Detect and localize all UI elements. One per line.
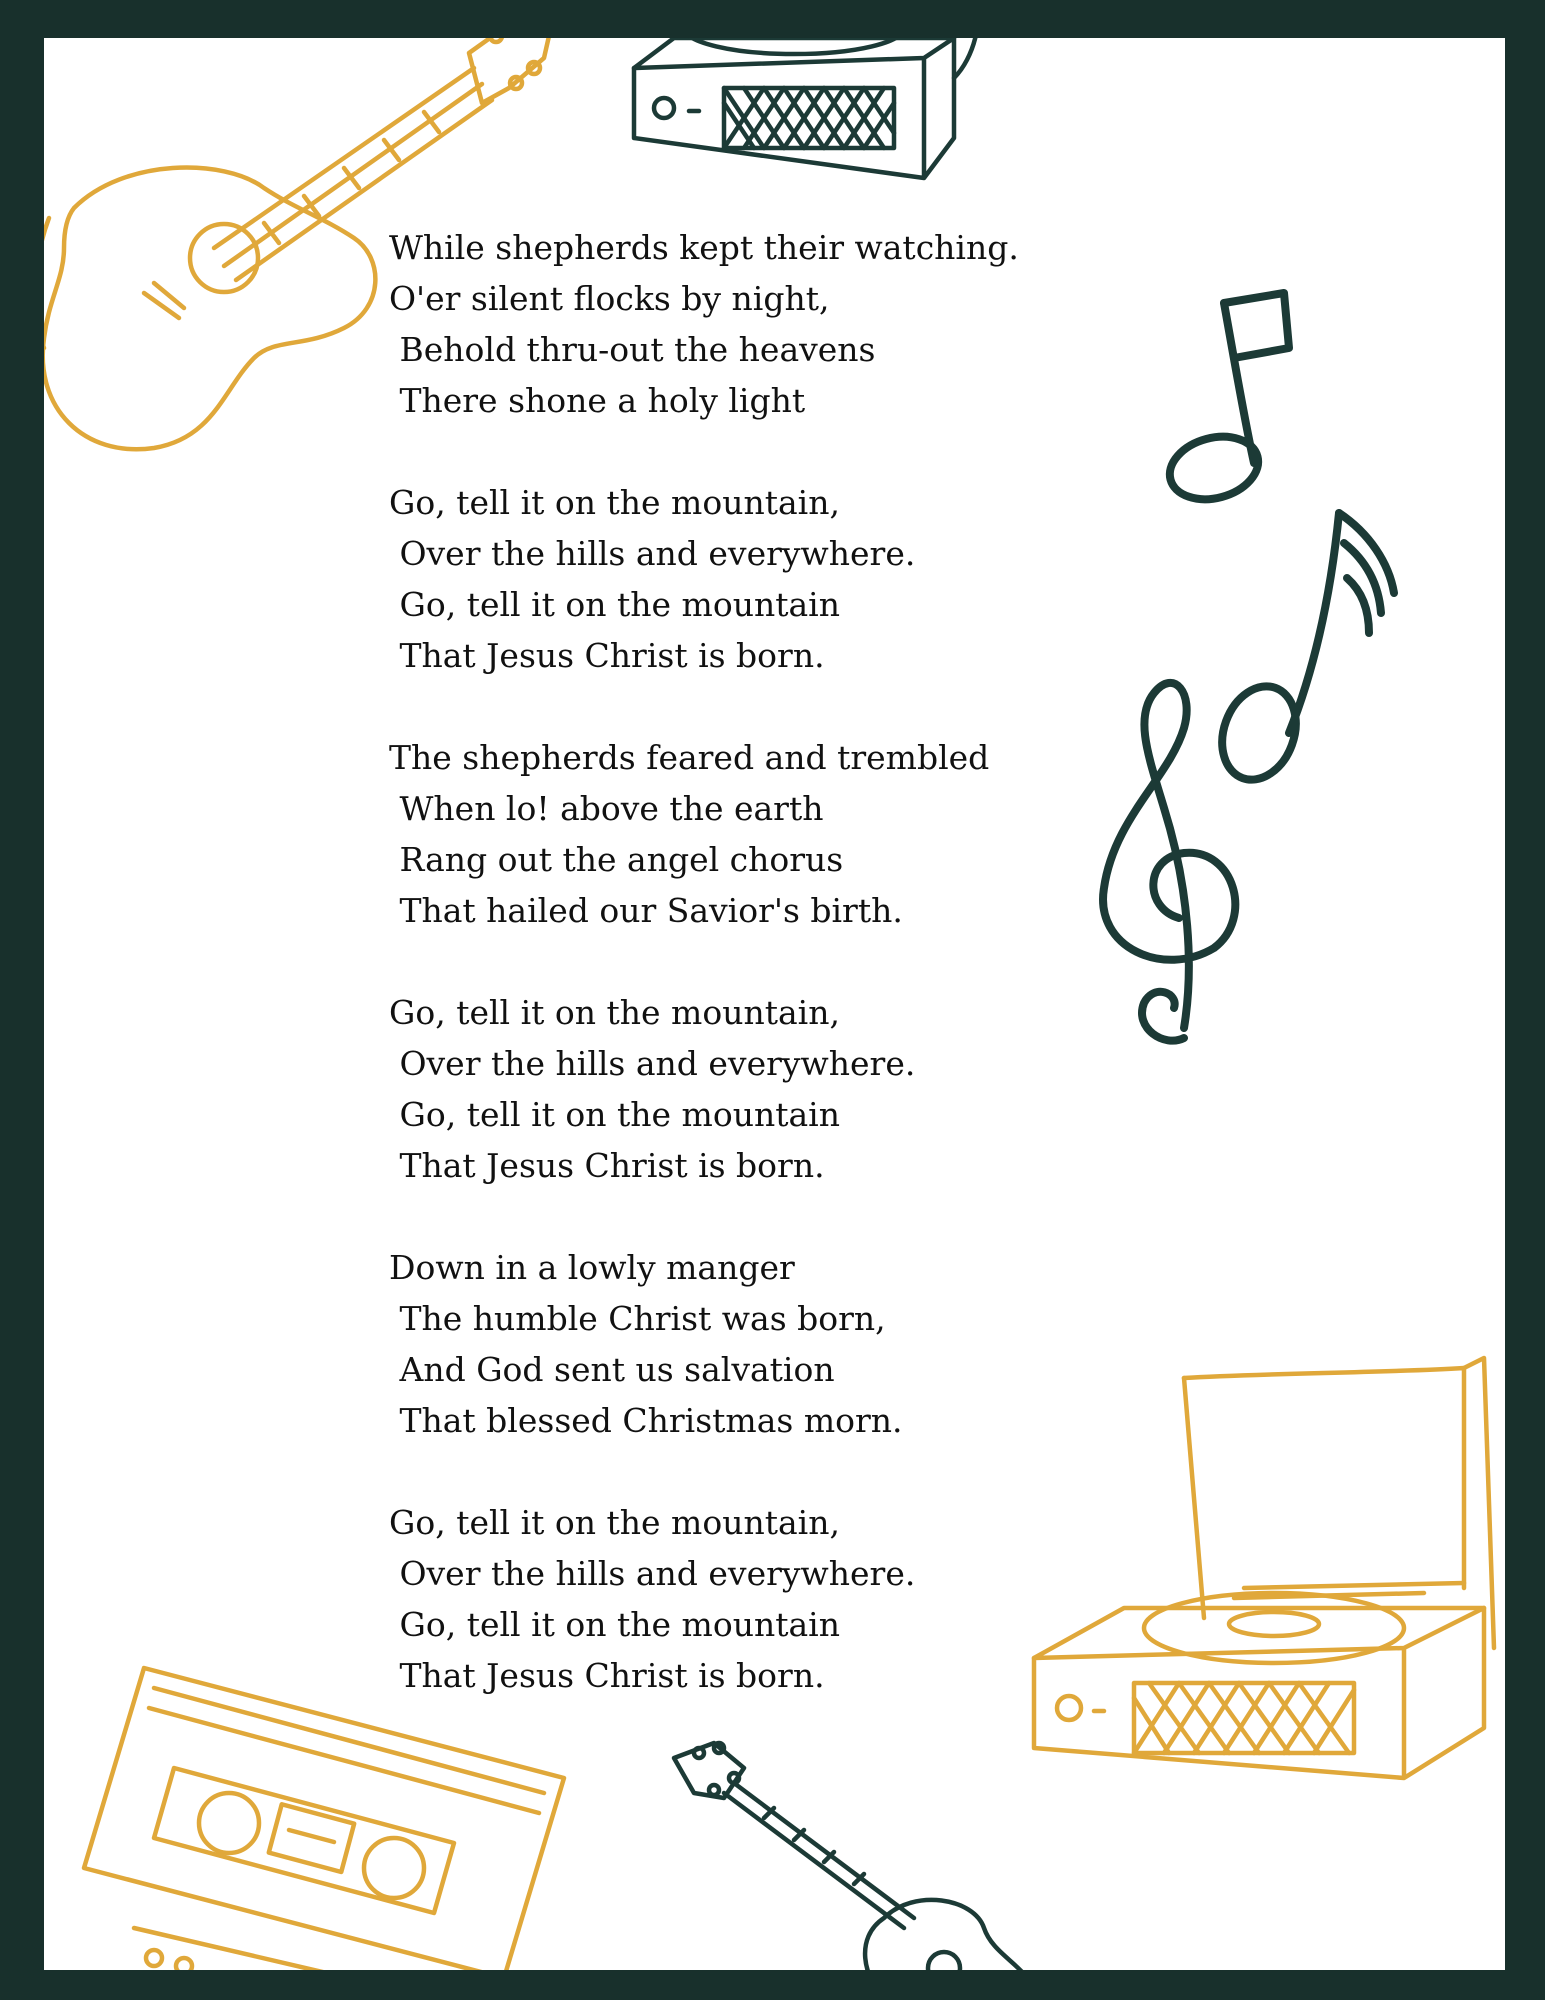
lyric-line: That Jesus Christ is born. (389, 1656, 825, 1695)
lyric-line: Go, tell it on the mountain (389, 1095, 840, 1134)
lyric-line: When lo! above the earth (389, 789, 824, 828)
lyric-line: The humble Christ was born, (389, 1299, 886, 1338)
lyric-line: And God sent us salvation (389, 1350, 835, 1389)
lyric-line: That blessed Christmas morn. (389, 1401, 903, 1440)
lyric-line: Go, tell it on the mountain (389, 1605, 840, 1644)
lyric-line: Behold thru-out the heavens (389, 330, 876, 369)
record-player-icon (594, 38, 1014, 238)
lyric-line: That Jesus Christ is born. (389, 636, 825, 675)
lyric-line: O'er silent flocks by night, (389, 279, 830, 318)
lyric-line: While shepherds kept their watching. (389, 228, 1019, 267)
lyric-line: Go, tell it on the mountain (389, 585, 840, 624)
treble-clef-icon (1074, 658, 1274, 1058)
stanza (389, 987, 1019, 1191)
lyric-line: Over the hills and everywhere. (389, 534, 916, 573)
record-player-icon (1004, 1318, 1505, 1878)
lyric-line: Rang out the angel chorus (389, 840, 844, 879)
music-note-icon (1154, 278, 1314, 518)
stanza (389, 477, 1019, 681)
stanza (389, 1242, 1019, 1446)
lyric-line: That hailed our Savior's birth. (389, 891, 903, 930)
lyric-line: There shone a holy light (389, 381, 806, 420)
stanza (389, 732, 1019, 936)
lyrics-page (44, 38, 1505, 1970)
lyric-line: Over the hills and everywhere. (389, 1554, 916, 1593)
lyric-line: The shepherds feared and trembled (389, 738, 990, 777)
lyric-line: Go, tell it on the mountain, (389, 993, 840, 1032)
lyrics-body (389, 222, 1019, 1752)
lyric-line: That Jesus Christ is born. (389, 1146, 825, 1185)
stanza (389, 222, 1019, 426)
lyric-line: Over the hills and everywhere. (389, 1044, 916, 1083)
lyric-line: Go, tell it on the mountain, (389, 1503, 840, 1542)
stanza (389, 1497, 1019, 1701)
lyric-line: Down in a lowly manger (389, 1248, 795, 1287)
lyric-line: Go, tell it on the mountain, (389, 483, 840, 522)
